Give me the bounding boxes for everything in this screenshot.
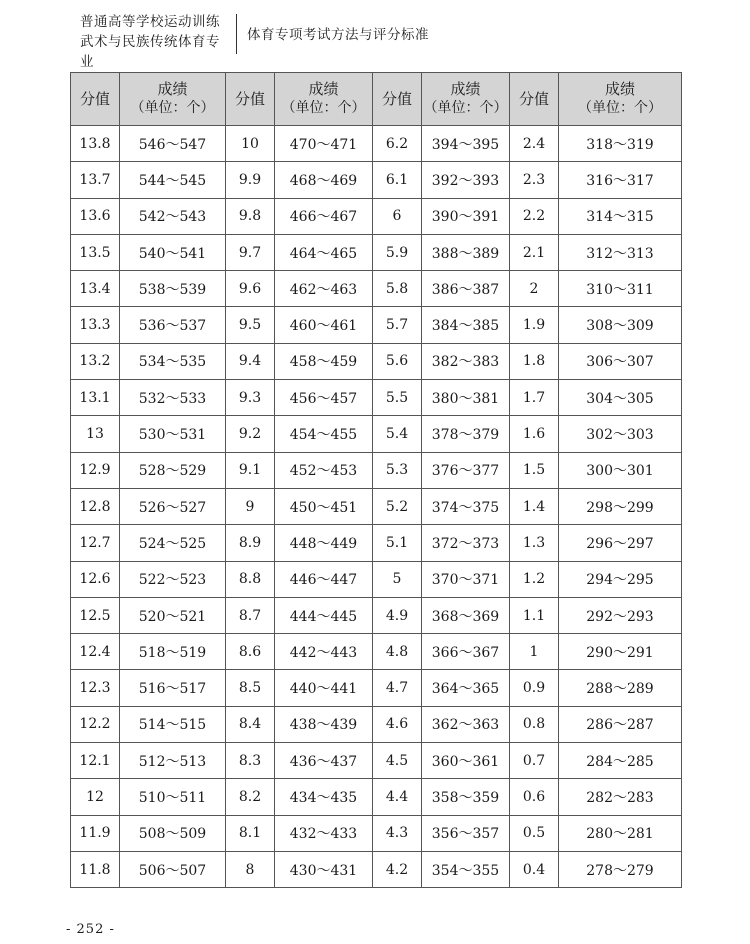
header-label: 分值 [381,89,412,108]
score-cell: 12.8 [71,488,120,524]
score-cell: 5.2 [373,488,422,524]
result-cell: 358～359 [422,779,510,815]
result-cell: 380～381 [422,380,510,416]
score-cell: 1.8 [510,343,559,379]
score-cell: 12.1 [71,743,120,779]
score-cell: 8.9 [226,525,275,561]
result-cell: 432～433 [275,815,373,851]
score-cell: 10 [226,126,275,162]
result-cell: 524～525 [120,525,226,561]
score-cell: 8.2 [226,779,275,815]
score-cell: 8.6 [226,634,275,670]
score-cell: 12.6 [71,561,120,597]
result-cell: 356～357 [422,815,510,851]
header-score-cell [373,73,422,126]
score-cell: 5.5 [373,380,422,416]
result-cell: 386～387 [422,271,510,307]
score-cell: 0.6 [510,779,559,815]
result-cell: 360～361 [422,743,510,779]
table-header [71,73,682,126]
score-cell: 12.9 [71,452,120,488]
result-cell: 512～513 [120,743,226,779]
result-cell: 454～455 [275,416,373,452]
result-cell: 448～449 [275,525,373,561]
result-cell: 296～297 [559,525,682,561]
score-cell: 1.5 [510,452,559,488]
score-cell: 6.2 [373,126,422,162]
result-cell: 506～507 [120,851,226,887]
score-cell: 1.6 [510,416,559,452]
result-cell: 286～287 [559,706,682,742]
header-label: 成绩 [308,80,339,98]
result-cell: 458～459 [275,343,373,379]
result-cell: 436～437 [275,743,373,779]
header-label: 成绩 [157,80,188,98]
score-cell: 0.4 [510,851,559,887]
score-cell: 9 [226,488,275,524]
score-cell: 1.9 [510,307,559,343]
result-cell: 316～317 [559,162,682,198]
header-unit: （单位：个） [281,100,366,116]
result-cell: 546～547 [120,126,226,162]
score-cell: 0.7 [510,743,559,779]
table-row [71,380,682,416]
running-header [80,12,680,70]
table-row [71,743,682,779]
header-label: 成绩 [604,80,635,98]
header-score-cell [71,73,120,126]
page-number: - 252 - [66,922,115,937]
header-result-cell [559,73,682,126]
table-row [71,634,682,670]
table-row [71,597,682,633]
score-cell: 4.6 [373,706,422,742]
score-cell: 1.2 [510,561,559,597]
header-divider [236,14,237,54]
result-cell: 518～519 [120,634,226,670]
result-cell: 366～367 [422,634,510,670]
result-cell: 468～469 [275,162,373,198]
result-cell: 300～301 [559,452,682,488]
score-cell: 5.6 [373,343,422,379]
score-cell: 12.7 [71,525,120,561]
header-book-title [80,12,230,72]
score-cell: 12.3 [71,670,120,706]
result-cell: 362～363 [422,706,510,742]
table-row [71,343,682,379]
score-cell: 13 [71,416,120,452]
header-score-cell [510,73,559,126]
score-cell: 4.2 [373,851,422,887]
result-cell: 446～447 [275,561,373,597]
table-row [71,416,682,452]
score-cell: 4.7 [373,670,422,706]
result-cell: 382～383 [422,343,510,379]
result-cell: 304～305 [559,380,682,416]
score-cell: 12.5 [71,597,120,633]
result-cell: 442～443 [275,634,373,670]
score-cell: 9.7 [226,234,275,270]
result-cell: 430～431 [275,851,373,887]
result-cell: 280～281 [559,815,682,851]
result-cell: 394～395 [422,126,510,162]
result-cell: 314～315 [559,198,682,234]
score-cell: 8.5 [226,670,275,706]
score-cell: 5.4 [373,416,422,452]
header-result-cell [422,73,510,126]
score-cell: 8.7 [226,597,275,633]
score-cell: 1.1 [510,597,559,633]
header-unit: （单位：个） [423,100,508,116]
result-cell: 378～379 [422,416,510,452]
score-cell: 13.3 [71,307,120,343]
header-result-cell [120,73,226,126]
score-cell: 4.8 [373,634,422,670]
result-cell: 466～467 [275,198,373,234]
header-label: 成绩 [450,80,481,98]
result-cell: 532～533 [120,380,226,416]
result-cell: 388～389 [422,234,510,270]
result-cell: 308～309 [559,307,682,343]
table-row [71,234,682,270]
result-cell: 456～457 [275,380,373,416]
result-cell: 310～311 [559,271,682,307]
score-cell: 9.6 [226,271,275,307]
table-row [71,779,682,815]
score-cell: 9.1 [226,452,275,488]
header-unit: （单位：个） [578,100,662,116]
score-cell: 13.4 [71,271,120,307]
header-label: 分值 [234,89,265,108]
result-cell: 534～535 [120,343,226,379]
result-cell: 464～465 [275,234,373,270]
table-row [71,488,682,524]
result-cell: 528～529 [120,452,226,488]
score-cell: 1.4 [510,488,559,524]
table-row [71,670,682,706]
result-cell: 444～445 [275,597,373,633]
result-cell: 510～511 [120,779,226,815]
score-cell: 12.4 [71,634,120,670]
result-cell: 370～371 [422,561,510,597]
score-cell: 6 [373,198,422,234]
result-cell: 470～471 [275,126,373,162]
result-cell: 284～285 [559,743,682,779]
score-cell: 9.8 [226,198,275,234]
score-cell: 2.1 [510,234,559,270]
score-cell: 8.8 [226,561,275,597]
score-cell: 2.4 [510,126,559,162]
header-unit: （单位：个） [130,100,215,116]
result-cell: 294～295 [559,561,682,597]
score-cell: 9.2 [226,416,275,452]
result-cell: 318～319 [559,126,682,162]
result-cell: 530～531 [120,416,226,452]
result-cell: 434～435 [275,779,373,815]
result-cell: 520～521 [120,597,226,633]
score-cell: 0.9 [510,670,559,706]
score-cell: 13.2 [71,343,120,379]
result-cell: 544～545 [120,162,226,198]
result-cell: 390～391 [422,198,510,234]
result-cell: 438～439 [275,706,373,742]
table-row [71,452,682,488]
header-label: 分值 [79,89,110,108]
result-cell: 374～375 [422,488,510,524]
result-cell: 278～279 [559,851,682,887]
score-cell: 13.6 [71,198,120,234]
result-cell: 364～365 [422,670,510,706]
score-cell: 5.8 [373,271,422,307]
result-cell: 452～453 [275,452,373,488]
score-cell: 9.3 [226,380,275,416]
score-cell: 9.5 [226,307,275,343]
result-cell: 376～377 [422,452,510,488]
result-cell: 536～537 [120,307,226,343]
table-row [71,198,682,234]
score-cell: 8.4 [226,706,275,742]
result-cell: 514～515 [120,706,226,742]
result-cell: 462～463 [275,271,373,307]
score-cell: 8.1 [226,815,275,851]
result-cell: 538～539 [120,271,226,307]
result-cell: 368～369 [422,597,510,633]
table-row [71,126,682,162]
result-cell: 540～541 [120,234,226,270]
score-cell: 0.5 [510,815,559,851]
score-cell: 4.9 [373,597,422,633]
result-cell: 542～543 [120,198,226,234]
score-cell: 1 [510,634,559,670]
header-title-line-2: 武术与民族传统体育专业 [80,34,220,70]
table-row [71,271,682,307]
score-cell: 5.1 [373,525,422,561]
score-cell: 2.3 [510,162,559,198]
score-cell: 2 [510,271,559,307]
header-title-line-1: 普通高等学校运动训练 [80,14,220,30]
result-cell: 392～393 [422,162,510,198]
result-cell: 384～385 [422,307,510,343]
score-cell: 4.3 [373,815,422,851]
result-cell: 292～293 [559,597,682,633]
header-result-cell [275,73,373,126]
result-cell: 298～299 [559,488,682,524]
result-cell: 516～517 [120,670,226,706]
score-cell: 1.3 [510,525,559,561]
score-cell: 8.3 [226,743,275,779]
score-cell: 4.5 [373,743,422,779]
score-cell: 13.5 [71,234,120,270]
result-cell: 460～461 [275,307,373,343]
score-cell: 5.3 [373,452,422,488]
table-row [71,307,682,343]
table-row [71,851,682,887]
header-label: 分值 [518,89,549,108]
score-cell: 5 [373,561,422,597]
header-score-cell [226,73,275,126]
score-table [70,72,682,888]
result-cell: 312～313 [559,234,682,270]
score-cell: 5.7 [373,307,422,343]
score-cell: 8 [226,851,275,887]
score-cell: 9.4 [226,343,275,379]
score-cell: 11.9 [71,815,120,851]
result-cell: 440～441 [275,670,373,706]
result-cell: 354～355 [422,851,510,887]
table-row [71,561,682,597]
result-cell: 526～527 [120,488,226,524]
score-cell: 4.4 [373,779,422,815]
score-cell: 6.1 [373,162,422,198]
score-cell: 12 [71,779,120,815]
result-cell: 508～509 [120,815,226,851]
table-body [71,126,682,888]
table-row [71,815,682,851]
result-cell: 522～523 [120,561,226,597]
score-cell: 5.9 [373,234,422,270]
score-cell: 12.2 [71,706,120,742]
score-cell: 11.8 [71,851,120,887]
score-cell: 13.8 [71,126,120,162]
result-cell: 450～451 [275,488,373,524]
score-cell: 13.1 [71,380,120,416]
result-cell: 306～307 [559,343,682,379]
table-row [71,525,682,561]
header-row [71,73,682,126]
result-cell: 372～373 [422,525,510,561]
score-cell: 2.2 [510,198,559,234]
header-chapter-title: 体育专项考试方法与评分标准 [247,27,429,43]
score-cell: 13.7 [71,162,120,198]
table-row [71,706,682,742]
result-cell: 288～289 [559,670,682,706]
score-cell: 1.7 [510,380,559,416]
score-cell: 9.9 [226,162,275,198]
result-cell: 290～291 [559,634,682,670]
result-cell: 282～283 [559,779,682,815]
table-row [71,162,682,198]
score-cell: 0.8 [510,706,559,742]
result-cell: 302～303 [559,416,682,452]
